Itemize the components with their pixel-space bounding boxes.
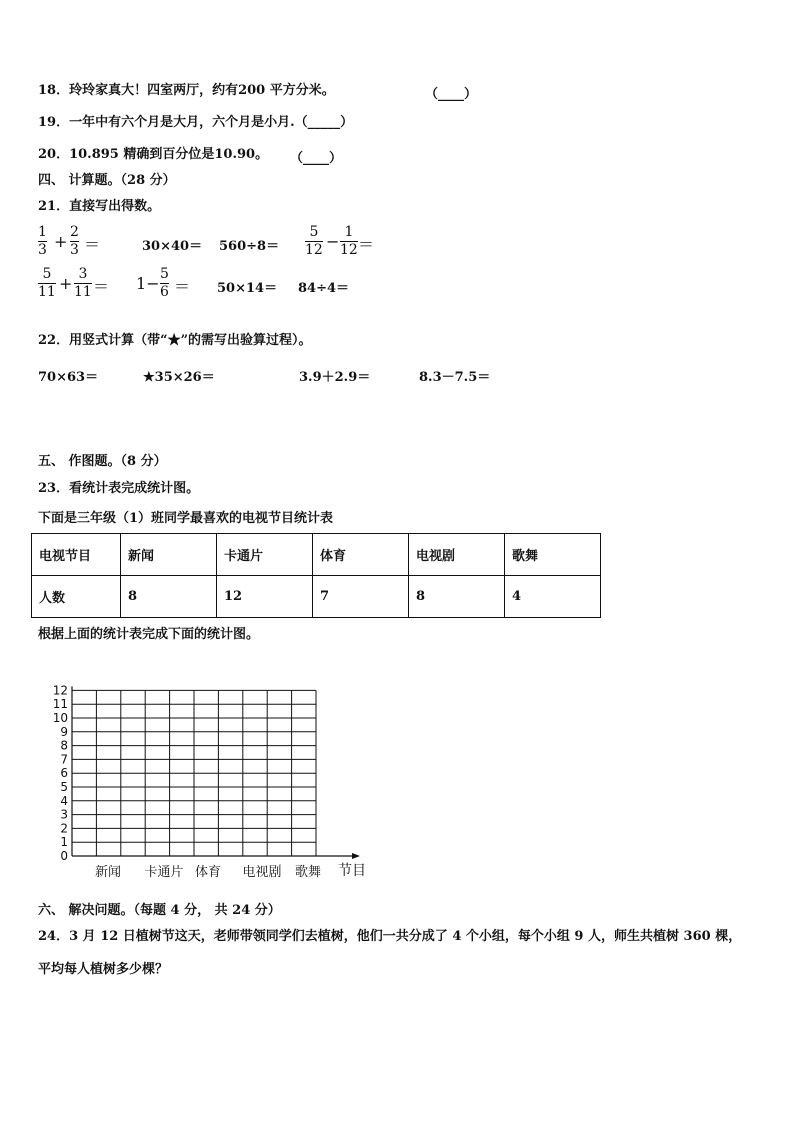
y-tick-label: 7 xyxy=(60,752,68,767)
x-category-label: 新闻 xyxy=(94,865,122,880)
statistics-table xyxy=(31,533,601,618)
expression-84div4: 84÷4＝ xyxy=(298,281,350,296)
numerator: 5 xyxy=(160,266,169,282)
minus-operator: − xyxy=(326,232,340,251)
table-row xyxy=(32,576,601,618)
fraction-5-11 xyxy=(38,266,56,301)
denominator: 11 xyxy=(74,284,92,300)
answer-blank-18[interactable]: （____） xyxy=(425,87,478,102)
expression-560div8: 560÷8＝ xyxy=(219,239,280,254)
fraction-1-12 xyxy=(340,224,358,259)
question-18: 18．玲玲家真大！四室两厅，约有200 平方分米。 xyxy=(38,83,335,98)
question-23-title: 23．看统计表完成统计图。 xyxy=(38,481,200,496)
x-category-label: 歌舞 xyxy=(294,865,322,880)
y-tick-label: 4 xyxy=(60,793,68,808)
y-tick-label: 8 xyxy=(60,738,68,753)
expression-30x40: 30×40＝ xyxy=(142,239,203,254)
y-tick-label: 3 xyxy=(60,807,68,822)
y-tick-label: 2 xyxy=(60,821,68,836)
y-tick-label: 5 xyxy=(60,780,68,794)
denominator: 3 xyxy=(70,242,79,258)
chart-instruction: 根据上面的统计表完成下面的统计图。 xyxy=(38,627,260,642)
y-tick-label: 10 xyxy=(52,711,68,725)
table-cell: 4 xyxy=(505,576,601,618)
table-cell: 8 xyxy=(409,576,505,618)
numerator: 3 xyxy=(78,266,88,282)
equals-sign: ＝ xyxy=(84,235,101,254)
x-category-label: 卡通片 xyxy=(144,865,184,880)
table-header-row xyxy=(32,534,601,576)
equals-sign: ＝ xyxy=(93,277,110,296)
equals-sign: ＝ xyxy=(174,277,191,296)
x-axis-label: 节目 xyxy=(338,863,366,879)
y-tick-label: 6 xyxy=(60,766,68,781)
numerator: 5 xyxy=(42,266,52,282)
table-cell: 电视节目 xyxy=(32,534,121,576)
table-cell: 电视剧 xyxy=(409,534,505,576)
table-cell: 体育 xyxy=(313,534,409,576)
denominator: 3 xyxy=(38,242,47,258)
question-22-title: 22．用竖式计算（带“★”的需写出验算过程）。 xyxy=(38,333,312,348)
numerator: 1 xyxy=(38,224,47,240)
table-cell: 8 xyxy=(121,576,217,618)
table-cell: 12 xyxy=(217,576,313,618)
section-4-heading: 四、 计算题。（28 分） xyxy=(38,173,176,188)
numerator: 1 xyxy=(344,224,354,240)
y-tick-label: 0 xyxy=(60,849,68,863)
denominator: 6 xyxy=(160,284,169,300)
vertical-calc-3: 3.9＋2.9＝ xyxy=(299,370,371,385)
table-cell: 人数 xyxy=(32,576,121,618)
y-tick-label: 11 xyxy=(52,697,68,712)
answer-blank-20[interactable]: （____） xyxy=(290,151,343,166)
section-6-heading: 六、 解决问题。（每题 4 分， 共 24 分） xyxy=(38,903,281,918)
x-category-label: 电视剧 xyxy=(242,865,282,880)
numerator: 2 xyxy=(70,224,79,240)
denominator: 11 xyxy=(38,284,56,300)
question-19: 19．一年中有六个月是大月，六个月是小月.（_____） xyxy=(38,115,354,130)
question-24-line1: 24．3 月 12 日植树节这天，老师带领同学们去植树，他们一共分成了 4 个小组，每个小组 9 人，师生共植树 360 棵， xyxy=(38,929,742,944)
plus-operator: + xyxy=(59,274,73,293)
question-24-line2: 平均每人植树多少棵？ xyxy=(38,962,169,977)
denominator: 12 xyxy=(340,242,358,258)
fraction-5-12 xyxy=(305,224,323,259)
fraction-5-6 xyxy=(160,266,169,301)
question-21-title: 21．直接写出得数。 xyxy=(38,199,161,214)
vertical-calc-2: ★35×26＝ xyxy=(143,370,215,385)
question-20: 20．10.895 精确到百分位是10.90。 xyxy=(38,147,269,162)
numerator: 5 xyxy=(309,224,319,240)
table-cell: 新闻 xyxy=(121,534,217,576)
equals-sign: ＝ xyxy=(358,235,375,254)
one-minus: 1− xyxy=(136,274,160,293)
y-tick-label: 9 xyxy=(60,724,68,739)
fraction-3-11 xyxy=(74,266,92,301)
section-5-heading: 五、 作图题。（8 分） xyxy=(38,454,167,469)
table-title: 下面是三年级（1）班同学最喜欢的电视节目统计表 xyxy=(38,511,334,526)
fraction-1-3 xyxy=(38,224,47,259)
fraction-2-3 xyxy=(70,224,79,259)
x-category-label: 体育 xyxy=(194,865,222,880)
plus-operator: + xyxy=(54,232,68,251)
y-tick-label: 1 xyxy=(60,835,68,850)
bar-chart-grid[interactable] xyxy=(30,680,380,885)
x-axis-arrow-icon xyxy=(352,853,360,859)
vertical-calc-1: 70×63＝ xyxy=(38,370,99,385)
table-cell: 歌舞 xyxy=(505,534,601,576)
denominator: 12 xyxy=(305,242,323,258)
table-cell: 7 xyxy=(313,576,409,618)
table-cell: 卡通片 xyxy=(217,534,313,576)
expression-50x14: 50×14＝ xyxy=(217,281,278,296)
y-tick-label: 12 xyxy=(52,683,68,698)
vertical-calc-4: 8.3－7.5＝ xyxy=(419,370,491,385)
